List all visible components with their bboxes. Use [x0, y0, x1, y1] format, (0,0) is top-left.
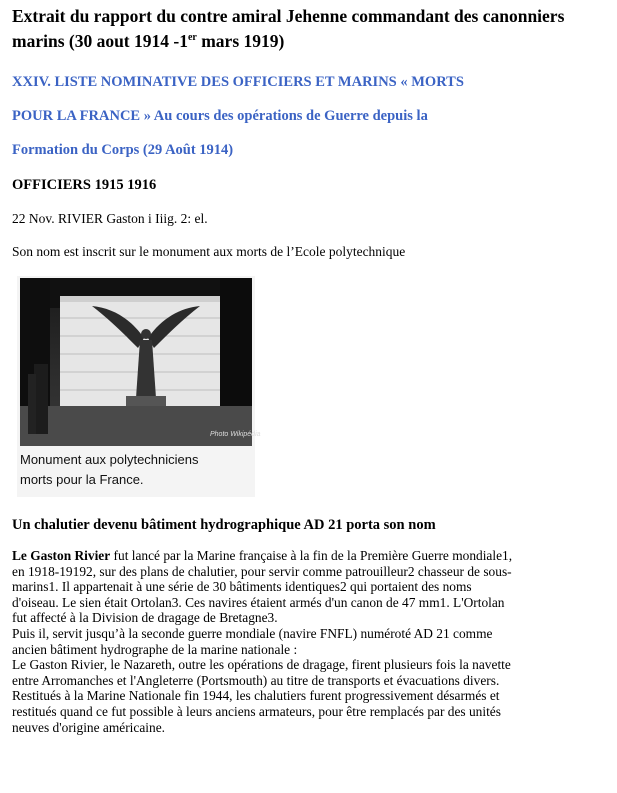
- monument-photo-graphic: [20, 278, 261, 446]
- monument-figure: [17, 276, 261, 497]
- body-line-0: [12, 548, 612, 564]
- body-line-1: en 1918-19192, sur des plans de chalutier, pour servir comme patrouilleur2 chasseur de sous-: [12, 563, 512, 579]
- list-title-line3: Formation du Corps (29 Août 1914): [12, 141, 234, 158]
- body-line-6: ancien bâtiment hydrographe de la marine nationale :: [12, 641, 298, 657]
- monument-photo: [20, 278, 261, 446]
- monument-note: Son nom est inscrit sur le monument aux morts de l’Ecole polytechnique: [12, 243, 406, 259]
- caption-line1: Monument aux polytechniciens: [20, 452, 199, 467]
- report-title-sup: er: [187, 32, 197, 43]
- body-line-7: Le Gaston Rivier, le Nazareth, outre les opérations de dragage, firent plusieurs fois la navette: [12, 657, 511, 673]
- document: [12, 6, 612, 260]
- list-title-line1: XXIV. LISTE NOMINATIVE DES OFFICIERS ET MARINS « MORTS: [12, 73, 464, 90]
- body-line-3: d'oiseau. Le sien était Ortolan3. Ces navires étaient armés d'un canon de 47 mm1. L'Ortolan: [12, 594, 505, 610]
- body-line-0-text: fut lancé par la Marine française à la fin de la Première Guerre mondiale1,: [110, 548, 513, 563]
- body-paragraph: [12, 548, 612, 735]
- report-title: [12, 6, 612, 52]
- body-line-4: fut affecté à la Division de dragage de Bretagne3.: [12, 610, 278, 626]
- section-heading: Un chalutier devenu bâtiment hydrographique AD 21 porta son nom: [12, 517, 436, 533]
- body-line-8: entre Arromanches et l'Angleterre (Portsmouth) au titre de transports et évacuations divers.: [12, 672, 500, 688]
- report-title-line2: [12, 31, 284, 51]
- list-title-line2: POUR LA FRANCE » Au cours des opérations de Guerre depuis la: [12, 107, 428, 124]
- body-line-2: marins1. Il appartenait à une série de 30 bâtiments identiques2 qui portaient des noms: [12, 579, 472, 595]
- body-line-11: neuves d'origine américaine.: [12, 719, 165, 735]
- body-line-5: Puis il, servit jusqu’à la seconde guerre mondiale (navire FNFL) numéroté AD 21 comme: [12, 625, 493, 641]
- ship-name-bold: Le Gaston Rivier: [12, 548, 111, 563]
- officers-heading: OFFICIERS 1915 1916: [12, 176, 157, 193]
- entry-line: 22 Nov. RIVIER Gaston i Iiig. 2: el.: [12, 210, 208, 226]
- report-title-line1: Extrait du rapport du contre amiral Jehenne commandant des canonniers: [12, 6, 565, 26]
- figure-caption: [20, 450, 252, 490]
- body-line-10: restitués quand ce fut possible à leurs anciens armateurs, pour être remplacés par des unités: [12, 703, 501, 719]
- report-title-line2-start: marins (30 aout 1914 -1: [12, 30, 188, 51]
- caption-line2: morts pour la France.: [20, 472, 144, 487]
- report-title-line2-end: mars 1919): [196, 30, 285, 51]
- body-line-9: Restitués à la Marine Nationale fin 1944, les chalutiers furent progressivement désarmés et: [12, 688, 500, 704]
- photo-credit: Photo Wikipédia: [210, 431, 261, 438]
